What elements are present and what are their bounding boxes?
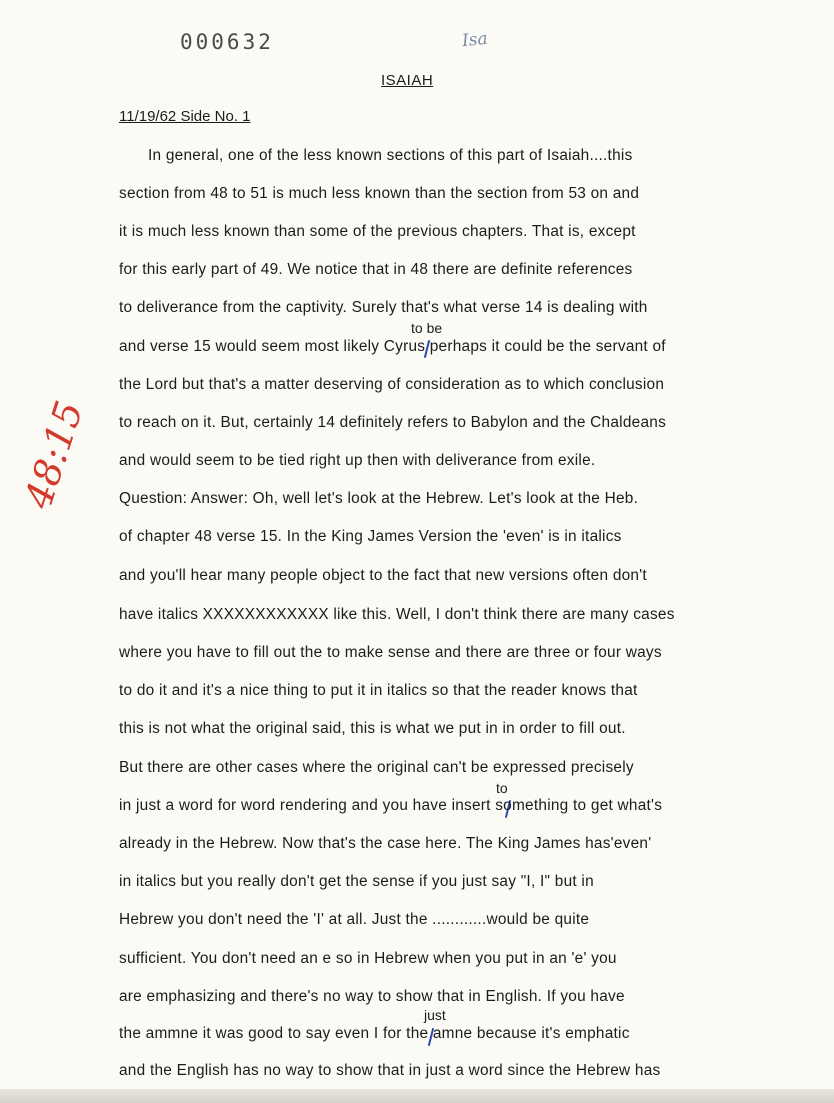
text-line: and would seem to be tied right up then with deliverance from exile. [119, 452, 596, 469]
correction-to: to [496, 780, 508, 796]
text-line: to do it and it's a nice thing to put it in italics so that the reader knows that [119, 682, 638, 699]
document-number: 000632 [180, 30, 274, 54]
text-line: to reach on it. But, certainly 14 definitely refers to Babylon and the Chaldeans [119, 414, 667, 431]
text-line: Question: Answer: Oh, well let's look at the Hebrew. Let's look at the Heb. [119, 490, 639, 507]
text-line: are emphasizing and there's no way to show that in English. If you have [119, 988, 625, 1005]
text-line: the Lord but that's a matter deserving of consideration as to which conclusion [119, 376, 665, 393]
text-line: for this early part of 49. We notice that in 48 there are definite references [119, 261, 633, 278]
handwritten-note: Isa [461, 28, 489, 52]
text-line: have italics XXXXXXXXXXXX like this. Well, I don't think there are many cases [119, 606, 675, 623]
correction-just: just [424, 1007, 446, 1023]
text-line: where you have to fill out the to make sense and there are three or four ways [119, 644, 662, 661]
text-line: and you'll hear many people object to the fact that new versions often don't [119, 567, 647, 584]
text-line: it is much less known than some of the previous chapters. That is, except [119, 223, 636, 240]
text-line: the ammne it was good to say even I for the amne because it's emphatic [119, 1025, 630, 1042]
page-bottom-edge [0, 1089, 834, 1103]
text-line: and verse 15 would seem most likely Cyrus perhaps it could be the servant of [119, 338, 666, 355]
text-line: Hebrew you don't need the 'I' at all. Just the ............would be quite [119, 911, 590, 928]
text-line: already in the Hebrew. Now that's the case here. The King James has'even' [119, 835, 652, 852]
page-title: ISAIAH [381, 72, 434, 89]
text-line: this is not what the original said, this is what we put in in order to fill out. [119, 720, 626, 737]
text-line: in italics but you really don't get the sense if you just say "I, I" but in [119, 873, 594, 890]
text-line: In general, one of the less known sections of this part of Isaiah....this [148, 147, 633, 164]
margin-verse-note: 48:15 [16, 395, 92, 514]
session-label: 11/19/62 Side No. 1 [119, 108, 251, 125]
text-line: sufficient. You don't need an e so in Hebrew when you put in an 'e' you [119, 950, 617, 967]
text-line: to deliverance from the captivity. Surely that's what verse 14 is dealing with [119, 299, 648, 316]
text-line: in just a word for word rendering and you have insert something to get what's [119, 797, 663, 814]
correction-to-be: to be [411, 320, 443, 336]
text-line: section from 48 to 51 is much less known than the section from 53 on and [119, 185, 640, 202]
text-line: But there are other cases where the original can't be expressed precisely [119, 759, 634, 776]
text-line: of chapter 48 verse 15. In the King James Version the 'even' is in italics [119, 528, 622, 545]
text-line: and the English has no way to show that in just a word since the Hebrew has [119, 1062, 661, 1079]
